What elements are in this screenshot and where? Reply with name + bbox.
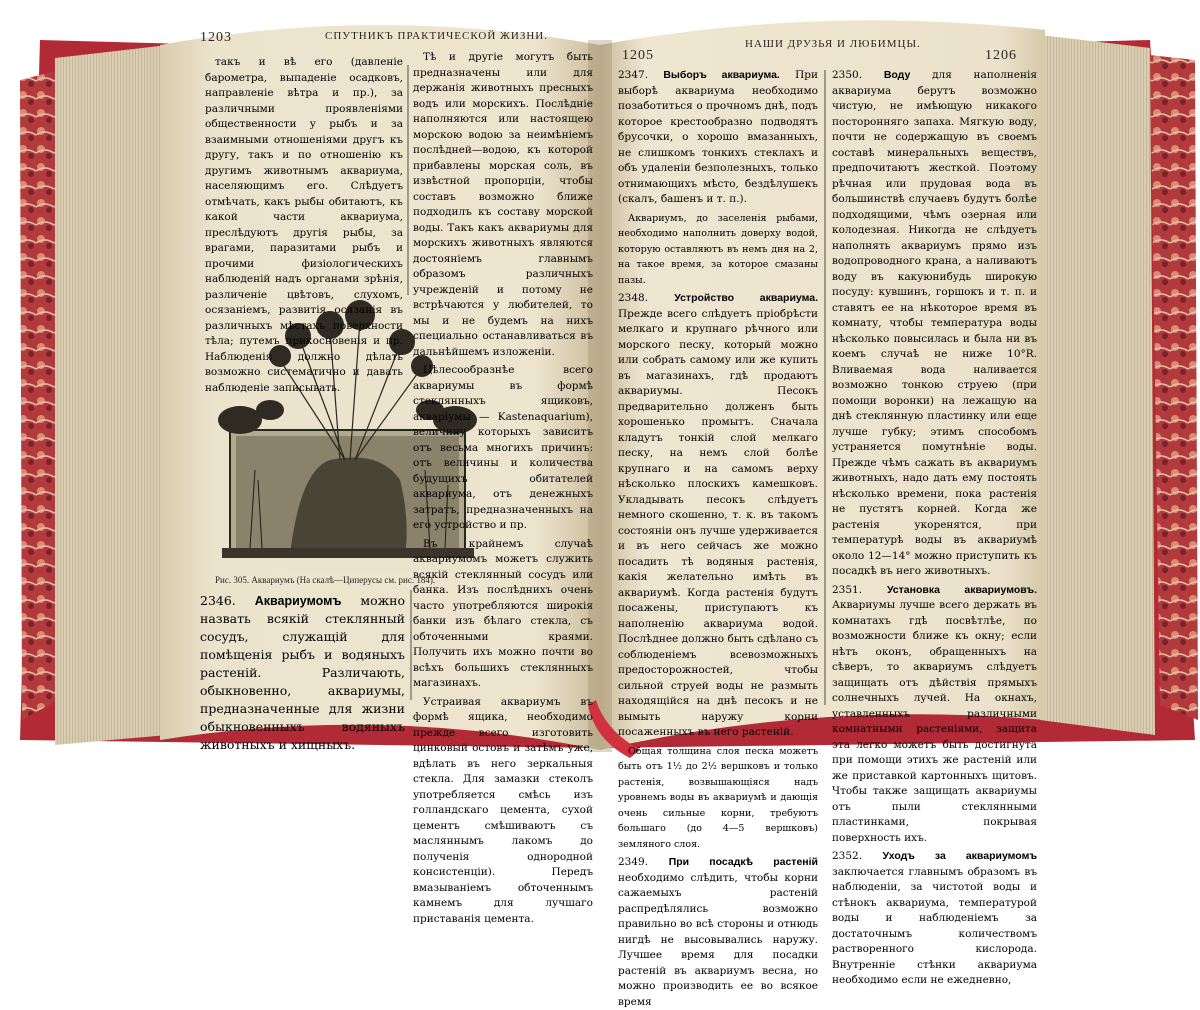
page-edges-left [55, 45, 168, 745]
section-text: заключается главнымъ образомъ въ наблюденіи, за чистотой воды и стѣнокъ аквариума, температурой воды и наблюденіемъ за достаточнымъ количествомъ растворенного кислорода. Внутренніе стѣнки аквариума необходимо если не ежедневно, [832, 865, 1037, 986]
running-head-right: НАШИ ДРУЗЬЯ И ЛЮБИМЦЫ. [745, 38, 921, 50]
section-number: 2349. [618, 856, 649, 868]
page-number-1206: 1206 [985, 48, 1017, 63]
section-title: Воду [883, 69, 911, 81]
section-number: 2346. [200, 593, 236, 608]
section-number: 2352. [832, 850, 863, 862]
paragraph: Устраивая аквариумъ въ формѣ ящика, необходимо прежде всего изготовить цинковый остовъ и затѣмъ уже, вдѣлать въ него зеркальныя стекла. Для замазки стеколъ употребляется смѣсь изъ голландскаго цемента, сухой цементъ смѣшиваютъ съ масляннымъ лакомъ до полученія однородной консистенціи). Передъ вмазываніемъ обточеннымъ камнемъ для лучшаго приставанія цемента. [413, 695, 593, 925]
section-number: 2351. [832, 583, 863, 596]
section-title: При посадкѣ растеній [668, 856, 819, 868]
section-text: Аквариумы лучше всего держать въ комнатахъ гдѣ посвѣтлѣе, по возможности ближе къ окну; если нѣтъ оконъ, обращенныхъ на сѣверъ, то аквариумъ слѣдуетъ защищать отъ дѣйствія прямыхъ солнечныхъ лучей. На окнахъ, уставленныхъ различными комнатными растеніями, защита эта легко можетъ быть достигнута при помощи этихъ же растеній или же приставкой картонныхъ щитовъ. Чтобы также защищать аквариумы отъ пыли стеклянными пластинками, покрывая поверхность ихъ. [832, 599, 1037, 844]
page-number-1205: 1205 [622, 48, 654, 63]
right-column-2-text [832, 68, 1038, 986]
page-number-1203: 1203 [200, 30, 232, 45]
running-head-left: СПУТНИКЪ ПРАКТИЧЕСКОЙ ЖИЗНИ. [325, 30, 548, 42]
left-column-2-text [413, 50, 593, 925]
left-column-1-text [205, 55, 403, 394]
section-number: 2347. [618, 69, 649, 81]
section-2346 [200, 592, 405, 752]
section-title: Установка аквариумовъ. [886, 583, 1038, 596]
section-2352 [832, 849, 1037, 989]
paragraph: Цѣлесообразнѣе всего аквариумы въ формѣ стеклянныхъ ящиковъ, акваріумы — Kastenaquarium), величину которыхъ зависитъ отъ весьма многихъ причинъ: отъ величины и количества будущихъ обитателей аквариума, отъ денежныхъ затратъ, предназначенныхъ на его устройство и пр. [413, 364, 593, 531]
paragraph: Тѣ и другіе могутъ быть предназначены или для держанія животныхъ пресныхъ водъ или морскихъ. Послѣдніе наполняются или настоящею морскою водою за неимѣніемъ послѣдней—водою, къ которой прибавлены морская соль, въ извѣстной пропорціи, чтобы составъ возможно ближе подходилъ къ составу морской воды. Такъ какъ аквариумы для морскихъ животныхъ являются достояніемъ главнымъ образомъ различныхъ учрежденій и потому не встрѣчаются у любителей, то мы и не будемъ на нихъ специально останавливаться въ дальнѣйшемъ изложеніи. [413, 51, 593, 358]
section-2349 [618, 855, 818, 1010]
section-number: 2350. [832, 69, 863, 81]
paragraph: такъ и вѣ его (давленіе барометра, выпаденіе осадковъ, направленіе вѣтра и пр.), за различными проявленіями общественности у рыбъ и за взаимными отношеніями другъ къ другу, такъ и по отношенію къ другимъ животнымъ аквариума, населяющимъ его. Слѣдуетъ отмѣчать, какъ рыбы обитаютъ, къ какой части аквариума, преслѣдуютъ другія рыбы, за врагами, паразитами рыбъ и прочими физіологическихъ наблюденій надъ органами зрѣнія, различеніе цвѣтовъ, слухомъ, осязаніемъ, развитія осязанія въ различныхъ мѣстахъ поверхности тѣла; путемъ прикосновенія и пр. Наблюденія должно дѣлать возможно систематично и давать наблюденіе записывать. [205, 56, 403, 394]
page-edges-right [1040, 35, 1155, 735]
figure-caption: Рис. 305. Аквариумъ (На скалѣ—Циперусы см. рис. 184). [215, 575, 436, 585]
section-text: можно назвать всякій стеклянный сосудъ, служащій для помѣщенія рыбъ и водяныхъ растеній. Различають, обыкновенно, аквариумы, предназначенные для жизни обыкновенныхъ водяныхъ животныхъ и хищныхъ. [200, 593, 405, 752]
section-2347 [618, 68, 818, 208]
section-text: необходимо слѣдить, чтобы корни сажаемыхъ растеній распредѣлялись возможно правильно во всѣ стороны и отнюдь нигдѣ не высовывались наружу. Лучшее время для посадки растеній въ аквариумъ весна, но можно производить ее во всякое время [618, 871, 818, 1008]
section-text: При выборѣ аквариума необходимо позаботиться о прочномъ днѣ, подъ которое крестообразно подводятъ брусочки, о хорошо вмазанныхъ, не слишкомъ тонкихъ стеклахъ и объ удаленіи безполезныхъ, только отнимающихъ мѣсто, бездѣлушекъ (скалъ, башенъ и т. п.). [618, 69, 818, 205]
section-2348 [618, 291, 818, 741]
section-title: Выборъ аквариума. [663, 69, 780, 81]
section-title: Уходъ за аквариумомъ [882, 850, 1037, 862]
section-title: Устройство аквариума. [674, 292, 818, 304]
section-2347-note: Аквариумъ, до заселенія рыбами, необходимо наполнить доверху водой, которую оставляютъ въ немъ дня на 2, на такое время, за которое смазаны пазы. [618, 212, 818, 286]
section-title: Аквариумомъ [254, 594, 342, 608]
section-2350 [832, 68, 1037, 580]
right-column-1-text [618, 68, 819, 1008]
section-text: Прежде всего слѣдуетъ пріобрѣсти мелкаго и крупнаго рѣчного или морского песку, который можно или собрать самому или же купить въ магазинахъ, гдѣ продаютъ аквариумы. Песокъ предварительно долженъ быть хорошенько промытъ. Сначала кладутъ тонкій слой мелкаго песку, на немъ слой болѣе крупнаго и на самомъ верху нѣсколько плоскихъ камешковъ. Укладывать песокъ слѣдуетъ немного скошенно, т. к. въ такомъ состояніи онъ лучше удерживается и въ него сейчасъ же можно посадить тѣ водяныя растенія, какія желательно имѣть въ аквариумѣ. Когда растенія будутъ посажены, приступаютъ къ наполненію аквариума водой. Послѣднее должно быть сдѣлано съ соблюденіемъ всевозможныхъ предосторожностей, чтобы сильной струей воды не размыть находящійся на днѣ песокъ и не вымыть наружу корни посаженныхъ въ него растеній. [618, 307, 818, 738]
section-2351 [832, 583, 1037, 847]
section-text: для наполненія аквариума берутъ возможно чистую, не имѣющую никакого посторонняго запаха. Мягкую воду, почти не содержащую въ своемъ составѣ минеральныхъ веществъ, предпочитаютъ жесткой. Поэтому рѣчная или прудовая вода въ большинствѣ случаевъ будутъ болѣе подходящими, чѣмъ озерная или колодезная. Никогда не слѣдуетъ наполнять аквариумъ прямо изъ водопроводного крана, а наливаютъ воду въ какуюнибудь широкую посуду: кувшинъ, горшокъ и т. п. и ставятъ ее на нѣкоторое время въ комнату, чтобы температура воды нѣсколько повысилась и была ни въ коемъ случаѣ не ниже 10°R. Вливаемая вода наливается возможно тонкою струею (при помощи воронки) на лежащую на днѣ стеклянную пластинку или еще лучше губку; этимъ способомъ устраняется помутнѣніе воды. Прежде чѣмъ сажать въ аквариумъ животныхъ, надо дать ему постоять нѣсколько времени, пока растенія не пустятъ корней. Когда же растенія укоренятся, при температурѣ воды въ аквариумѣ около 12—14° можно приступить къ посадкѣ въ него животныхъ. [832, 69, 1038, 577]
paragraph: Въ крайнемъ случаѣ аквариумомъ можетъ служить всякій стеклянный сосудъ или банка. Изъ послѣднихъ очень часто употребляются широкія банки изъ бѣлаго стекла, съ обточенными краями. Получить ихъ можно почти во всѣхъ большихъ стеклянныхъ магазинахъ. [413, 537, 593, 689]
section-2348-note: Общая толщина слоя песка можетъ быть отъ 1½ до 2½ вершковъ и только растенія, возвышающіяся надъ уровнемъ воды въ аквариумѣ и дающія очень сильные корни, требуютъ большаго (до 4—5 вершковъ) земляного слоя. [618, 745, 818, 850]
marbled-edge-left [20, 70, 60, 720]
section-number: 2348. [618, 292, 649, 304]
